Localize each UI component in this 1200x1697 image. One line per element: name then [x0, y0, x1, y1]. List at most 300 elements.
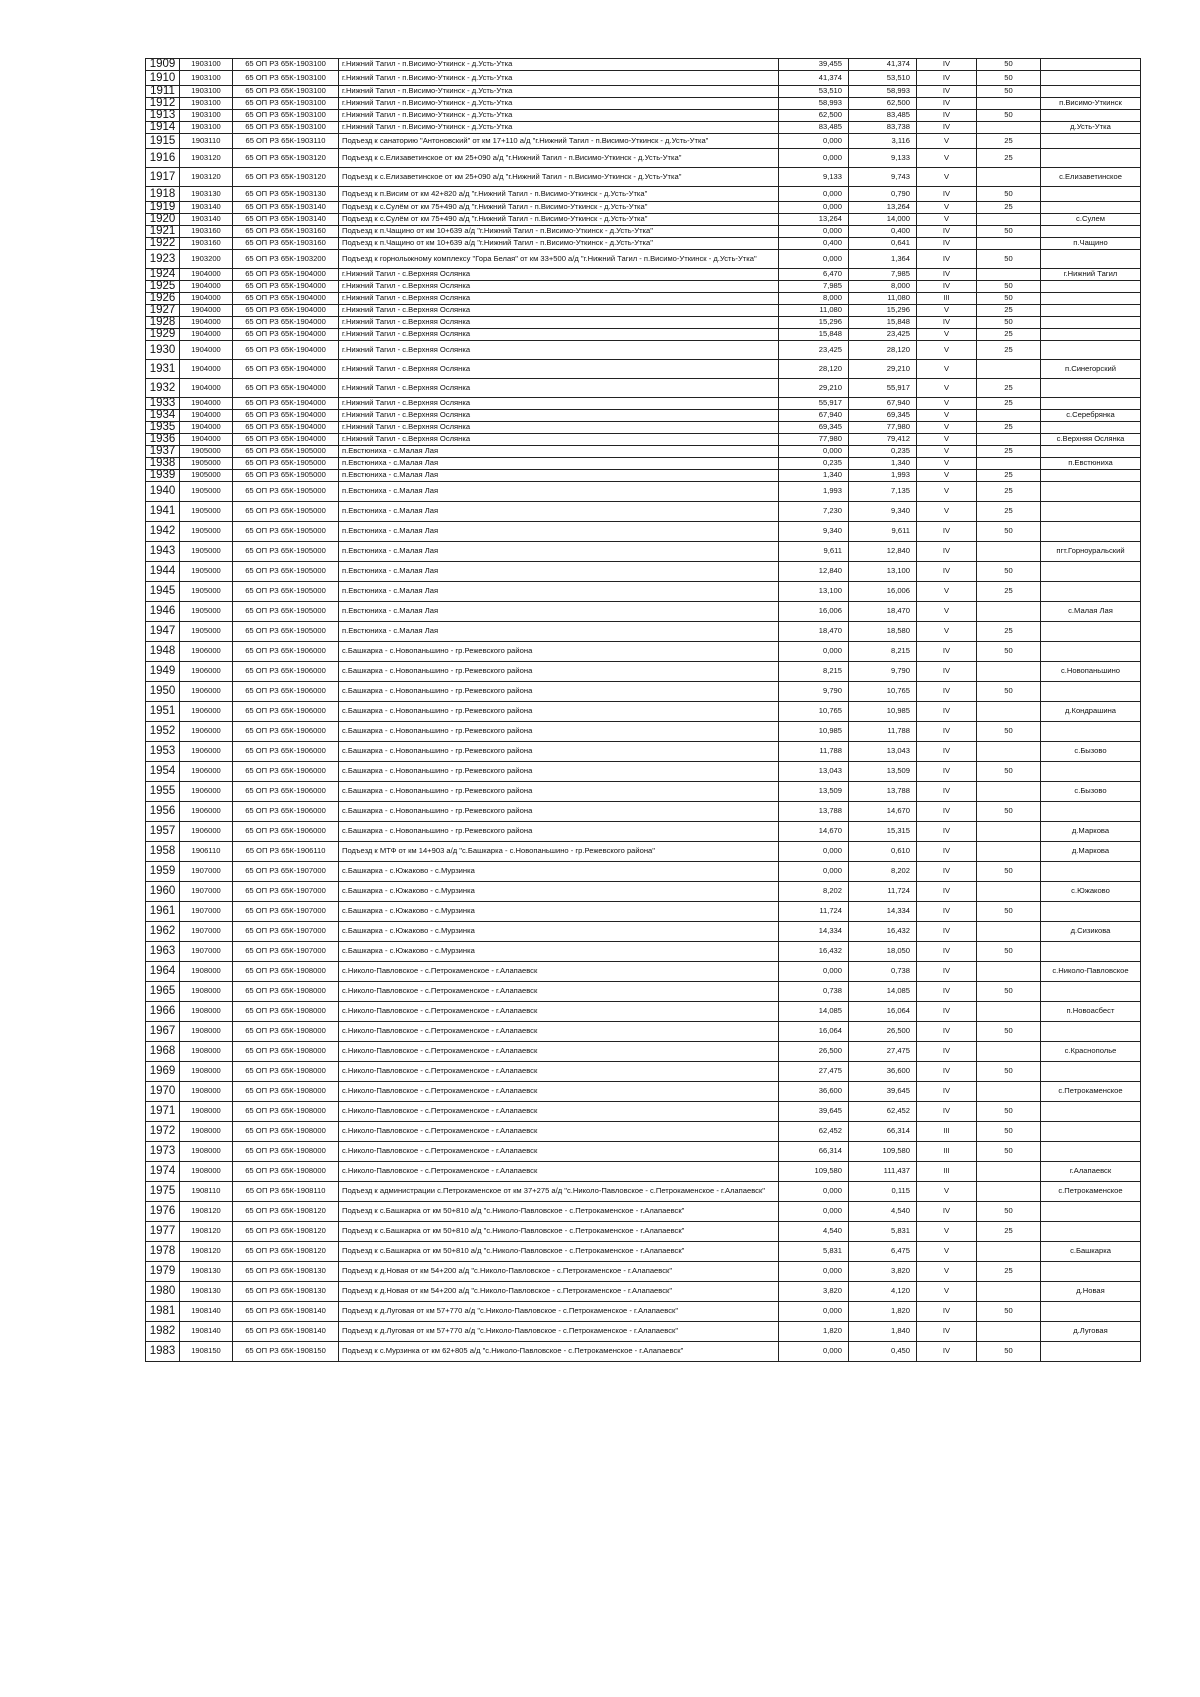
road-id-cell: 1904000 — [180, 360, 233, 379]
road-name-cell: с.Башкарка - с.Новопаньшино - гр.Режевского района — [339, 722, 779, 742]
road-name-cell: п.Евстюниха - с.Малая Лая — [339, 470, 779, 482]
km-start-cell: 13,100 — [779, 582, 849, 602]
road-code-cell: 65 ОП РЗ 65К-1904000 — [233, 434, 339, 446]
speed-limit-cell: 50 — [977, 802, 1041, 822]
row-number-cell: 1916 — [146, 149, 180, 168]
km-end-cell: 0,235 — [849, 446, 917, 458]
road-category-cell: IV — [917, 682, 977, 702]
road-code-cell: 65 ОП РЗ 65К-1904000 — [233, 329, 339, 341]
road-name-cell: г.Нижний Тагил - с.Верхняя Ослянка — [339, 317, 779, 329]
km-end-cell: 14,085 — [849, 982, 917, 1002]
settlement-cell: с.Новопаньшино — [1041, 662, 1141, 682]
road-code-cell: 65 ОП РЗ 65К-1903100 — [233, 86, 339, 98]
row-number-cell: 1976 — [146, 1202, 180, 1222]
road-category-cell: V — [917, 422, 977, 434]
table-row — [146, 522, 1141, 542]
km-start-cell: 12,840 — [779, 562, 849, 582]
table-row — [146, 317, 1141, 329]
table-row — [146, 842, 1141, 862]
table-row — [146, 1282, 1141, 1302]
km-end-cell: 8,000 — [849, 281, 917, 293]
row-number-cell: 1938 — [146, 458, 180, 470]
km-start-cell: 41,374 — [779, 71, 849, 86]
km-start-cell: 62,452 — [779, 1122, 849, 1142]
road-id-cell: 1908110 — [180, 1182, 233, 1202]
table-row — [146, 202, 1141, 214]
road-name-cell: г.Нижний Тагил - п.Висимо-Уткинск - д.Усть-Утка — [339, 98, 779, 110]
speed-limit-cell: 50 — [977, 522, 1041, 542]
km-end-cell: 0,641 — [849, 238, 917, 250]
road-category-cell: V — [917, 502, 977, 522]
settlement-cell: п.Евстюниха — [1041, 458, 1141, 470]
settlement-cell — [1041, 470, 1141, 482]
settlement-cell — [1041, 1302, 1141, 1322]
road-category-cell: V — [917, 398, 977, 410]
road-code-cell: 65 ОП РЗ 65К-1906000 — [233, 642, 339, 662]
settlement-cell — [1041, 502, 1141, 522]
km-start-cell: 15,296 — [779, 317, 849, 329]
table-row — [146, 902, 1141, 922]
road-name-cell: Подъезд к п.Чащино от км 10+639 а/д "г.Нижний Тагил - п.Висимо-Уткинск - д.Усть-Утка" — [339, 226, 779, 238]
road-category-cell: IV — [917, 281, 977, 293]
road-name-cell: Подъезд к п.Висим от км 42+820 а/д "г.Нижний Тагил - п.Висимо-Уткинск - д.Усть-Утка" — [339, 187, 779, 202]
road-name-cell: г.Нижний Тагил - с.Верхняя Ослянка — [339, 269, 779, 281]
road-id-cell: 1905000 — [180, 502, 233, 522]
km-start-cell: 77,980 — [779, 434, 849, 446]
table-row — [146, 281, 1141, 293]
speed-limit-cell — [977, 542, 1041, 562]
settlement-cell — [1041, 902, 1141, 922]
table-row — [146, 360, 1141, 379]
settlement-cell — [1041, 59, 1141, 71]
table-row — [146, 379, 1141, 398]
table-row — [146, 71, 1141, 86]
km-start-cell: 0,000 — [779, 862, 849, 882]
settlement-cell — [1041, 1122, 1141, 1142]
settlement-cell: д.Усть-Утка — [1041, 122, 1141, 134]
table-row — [146, 982, 1141, 1002]
row-number-cell: 1950 — [146, 682, 180, 702]
road-category-cell: III — [917, 293, 977, 305]
road-id-cell: 1905000 — [180, 470, 233, 482]
road-category-cell: IV — [917, 962, 977, 982]
table-row — [146, 602, 1141, 622]
speed-limit-cell — [977, 214, 1041, 226]
road-code-cell: 65 ОП РЗ 65К-1906000 — [233, 822, 339, 842]
road-code-cell: 65 ОП РЗ 65К-1903110 — [233, 134, 339, 149]
road-name-cell: с.Башкарка - с.Новопаньшино - гр.Режевского района — [339, 822, 779, 842]
road-category-cell: IV — [917, 862, 977, 882]
road-category-cell: V — [917, 134, 977, 149]
km-start-cell: 39,645 — [779, 1102, 849, 1122]
road-name-cell: с.Николо-Павловское - с.Петрокаменское - г.Алапаевск — [339, 1002, 779, 1022]
settlement-cell: п.Новоасбест — [1041, 1002, 1141, 1022]
settlement-cell: д.Сизикова — [1041, 922, 1141, 942]
road-code-cell: 65 ОП РЗ 65К-1904000 — [233, 305, 339, 317]
row-number-cell: 1945 — [146, 582, 180, 602]
row-number-cell: 1963 — [146, 942, 180, 962]
speed-limit-cell — [977, 434, 1041, 446]
km-end-cell: 4,540 — [849, 1202, 917, 1222]
table-row — [146, 562, 1141, 582]
settlement-cell — [1041, 329, 1141, 341]
road-code-cell: 65 ОП РЗ 65К-1905000 — [233, 482, 339, 502]
speed-limit-cell — [977, 882, 1041, 902]
road-code-cell: 65 ОП РЗ 65К-1908000 — [233, 1082, 339, 1102]
road-code-cell: 65 ОП РЗ 65К-1905000 — [233, 622, 339, 642]
road-category-cell: IV — [917, 542, 977, 562]
road-category-cell: IV — [917, 187, 977, 202]
road-id-cell: 1906000 — [180, 662, 233, 682]
road-category-cell: IV — [917, 71, 977, 86]
road-id-cell: 1903120 — [180, 168, 233, 187]
speed-limit-cell: 50 — [977, 1022, 1041, 1042]
km-end-cell: 10,765 — [849, 682, 917, 702]
settlement-cell: с.Верхняя Ослянка — [1041, 434, 1141, 446]
row-number-cell: 1947 — [146, 622, 180, 642]
table-row — [146, 1342, 1141, 1362]
row-number-cell: 1913 — [146, 110, 180, 122]
road-code-cell: 65 ОП РЗ 65К-1903120 — [233, 149, 339, 168]
road-code-cell: 65 ОП РЗ 65К-1905000 — [233, 602, 339, 622]
road-name-cell: Подъезд к д.Новая от км 54+200 а/д "с.Николо-Павловское - с.Петрокаменское - г.Алапаевск" — [339, 1262, 779, 1282]
km-start-cell: 36,600 — [779, 1082, 849, 1102]
road-name-cell: Подъезд к горнолыжному комплексу "Гора Белая" от км 33+500 а/д "г.Нижний Тагил - п.Висимо-Уткинск - д.Усть-Утка" — [339, 250, 779, 269]
road-category-cell: V — [917, 582, 977, 602]
road-name-cell: с.Николо-Павловское - с.Петрокаменское - г.Алапаевск — [339, 962, 779, 982]
settlement-cell: с.Бызово — [1041, 782, 1141, 802]
km-start-cell: 0,738 — [779, 982, 849, 1002]
road-name-cell: с.Башкарка - с.Южаково - с.Мурзинка — [339, 942, 779, 962]
km-end-cell: 13,788 — [849, 782, 917, 802]
settlement-cell — [1041, 1062, 1141, 1082]
settlement-cell: п.Чащино — [1041, 238, 1141, 250]
row-number-cell: 1972 — [146, 1122, 180, 1142]
settlement-cell: д.Луговая — [1041, 1322, 1141, 1342]
km-end-cell: 10,985 — [849, 702, 917, 722]
km-end-cell: 8,215 — [849, 642, 917, 662]
km-end-cell: 1,364 — [849, 250, 917, 269]
road-name-cell: г.Нижний Тагил - с.Верхняя Ослянка — [339, 341, 779, 360]
roads-table-body — [146, 59, 1141, 1362]
km-end-cell: 53,510 — [849, 71, 917, 86]
km-start-cell: 11,724 — [779, 902, 849, 922]
road-id-cell: 1908120 — [180, 1202, 233, 1222]
row-number-cell: 1962 — [146, 922, 180, 942]
road-name-cell: Подъезд к д.Луговая от км 57+770 а/д "с.Николо-Павловское - с.Петрокаменское - г.Алапаевск" — [339, 1322, 779, 1342]
km-start-cell: 14,334 — [779, 922, 849, 942]
speed-limit-cell: 50 — [977, 1142, 1041, 1162]
speed-limit-cell — [977, 269, 1041, 281]
km-end-cell: 14,670 — [849, 802, 917, 822]
table-row — [146, 702, 1141, 722]
road-id-cell: 1905000 — [180, 522, 233, 542]
settlement-cell: с.Серебрянка — [1041, 410, 1141, 422]
row-number-cell: 1953 — [146, 742, 180, 762]
road-id-cell: 1904000 — [180, 269, 233, 281]
road-id-cell: 1908150 — [180, 1342, 233, 1362]
speed-limit-cell — [977, 782, 1041, 802]
km-end-cell: 13,509 — [849, 762, 917, 782]
road-id-cell: 1904000 — [180, 341, 233, 360]
table-row — [146, 542, 1141, 562]
road-id-cell: 1908130 — [180, 1262, 233, 1282]
road-name-cell: г.Нижний Тагил - с.Верхняя Ослянка — [339, 281, 779, 293]
road-category-cell: IV — [917, 702, 977, 722]
road-id-cell: 1906000 — [180, 682, 233, 702]
table-row — [146, 1302, 1141, 1322]
table-row — [146, 59, 1141, 71]
road-id-cell: 1906000 — [180, 742, 233, 762]
road-category-cell: V — [917, 1282, 977, 1302]
road-code-cell: 65 ОП РЗ 65К-1908140 — [233, 1322, 339, 1342]
road-category-cell: III — [917, 1162, 977, 1182]
road-name-cell: п.Евстюниха - с.Малая Лая — [339, 622, 779, 642]
km-start-cell: 18,470 — [779, 622, 849, 642]
road-code-cell: 65 ОП РЗ 65К-1904000 — [233, 341, 339, 360]
speed-limit-cell: 25 — [977, 379, 1041, 398]
speed-limit-cell: 50 — [977, 902, 1041, 922]
road-id-cell: 1908000 — [180, 1022, 233, 1042]
speed-limit-cell: 50 — [977, 562, 1041, 582]
speed-limit-cell: 25 — [977, 1262, 1041, 1282]
table-row — [146, 1022, 1141, 1042]
table-row — [146, 86, 1141, 98]
km-start-cell: 13,043 — [779, 762, 849, 782]
road-id-cell: 1907000 — [180, 882, 233, 902]
speed-limit-cell — [977, 168, 1041, 187]
km-start-cell: 1,993 — [779, 482, 849, 502]
row-number-cell: 1922 — [146, 238, 180, 250]
km-end-cell: 15,848 — [849, 317, 917, 329]
table-row — [146, 134, 1141, 149]
road-category-cell: V — [917, 1262, 977, 1282]
road-code-cell: 65 ОП РЗ 65К-1908000 — [233, 1022, 339, 1042]
road-code-cell: 65 ОП РЗ 65К-1905000 — [233, 458, 339, 470]
road-category-cell: IV — [917, 98, 977, 110]
settlement-cell — [1041, 341, 1141, 360]
row-number-cell: 1968 — [146, 1042, 180, 1062]
km-start-cell: 23,425 — [779, 341, 849, 360]
km-start-cell: 62,500 — [779, 110, 849, 122]
table-row — [146, 642, 1141, 662]
speed-limit-cell — [977, 98, 1041, 110]
km-start-cell: 0,000 — [779, 1202, 849, 1222]
row-number-cell: 1957 — [146, 822, 180, 842]
road-name-cell: п.Евстюниха - с.Малая Лая — [339, 482, 779, 502]
km-end-cell: 67,940 — [849, 398, 917, 410]
row-number-cell: 1927 — [146, 305, 180, 317]
settlement-cell — [1041, 1022, 1141, 1042]
row-number-cell: 1960 — [146, 882, 180, 902]
road-id-cell: 1908000 — [180, 1102, 233, 1122]
road-id-cell: 1906110 — [180, 842, 233, 862]
road-id-cell: 1903140 — [180, 214, 233, 226]
speed-limit-cell: 50 — [977, 86, 1041, 98]
table-row — [146, 470, 1141, 482]
road-category-cell: V — [917, 434, 977, 446]
km-end-cell: 15,296 — [849, 305, 917, 317]
road-id-cell: 1904000 — [180, 281, 233, 293]
settlement-cell: с.Елизаветинское — [1041, 168, 1141, 187]
speed-limit-cell: 50 — [977, 281, 1041, 293]
settlement-cell — [1041, 446, 1141, 458]
road-code-cell: 65 ОП РЗ 65К-1906000 — [233, 802, 339, 822]
km-end-cell: 27,475 — [849, 1042, 917, 1062]
km-end-cell: 26,500 — [849, 1022, 917, 1042]
km-end-cell: 9,340 — [849, 502, 917, 522]
row-number-cell: 1942 — [146, 522, 180, 542]
table-row — [146, 422, 1141, 434]
row-number-cell: 1917 — [146, 168, 180, 187]
settlement-cell: г.Нижний Тагил — [1041, 269, 1141, 281]
road-id-cell: 1904000 — [180, 317, 233, 329]
road-code-cell: 65 ОП РЗ 65К-1907000 — [233, 862, 339, 882]
km-start-cell: 0,000 — [779, 202, 849, 214]
road-code-cell: 65 ОП РЗ 65К-1903120 — [233, 168, 339, 187]
km-end-cell: 3,116 — [849, 134, 917, 149]
table-row — [146, 446, 1141, 458]
settlement-cell — [1041, 149, 1141, 168]
km-end-cell: 1,340 — [849, 458, 917, 470]
road-code-cell: 65 ОП РЗ 65К-1903160 — [233, 238, 339, 250]
road-code-cell: 65 ОП РЗ 65К-1903100 — [233, 110, 339, 122]
km-start-cell: 7,985 — [779, 281, 849, 293]
road-id-cell: 1903100 — [180, 59, 233, 71]
km-start-cell: 11,788 — [779, 742, 849, 762]
road-code-cell: 65 ОП РЗ 65К-1908130 — [233, 1262, 339, 1282]
road-category-cell: IV — [917, 250, 977, 269]
speed-limit-cell: 50 — [977, 293, 1041, 305]
road-category-cell: V — [917, 305, 977, 317]
row-number-cell: 1980 — [146, 1282, 180, 1302]
row-number-cell: 1973 — [146, 1142, 180, 1162]
km-end-cell: 7,985 — [849, 269, 917, 281]
settlement-cell — [1041, 110, 1141, 122]
road-id-cell: 1906000 — [180, 762, 233, 782]
road-code-cell: 65 ОП РЗ 65К-1903140 — [233, 202, 339, 214]
km-start-cell: 11,080 — [779, 305, 849, 317]
road-code-cell: 65 ОП РЗ 65К-1904000 — [233, 293, 339, 305]
road-category-cell: IV — [917, 942, 977, 962]
road-id-cell: 1908140 — [180, 1302, 233, 1322]
table-row — [146, 1322, 1141, 1342]
km-start-cell: 13,264 — [779, 214, 849, 226]
road-id-cell: 1905000 — [180, 562, 233, 582]
road-code-cell: 65 ОП РЗ 65К-1908110 — [233, 1182, 339, 1202]
road-code-cell: 65 ОП РЗ 65К-1908000 — [233, 1102, 339, 1122]
road-category-cell: IV — [917, 1202, 977, 1222]
road-code-cell: 65 ОП РЗ 65К-1908000 — [233, 1002, 339, 1022]
road-id-cell: 1907000 — [180, 942, 233, 962]
speed-limit-cell: 50 — [977, 982, 1041, 1002]
road-name-cell: Подъезд к с.Башкарка от км 50+810 а/д "с.Николо-Павловское - с.Петрокаменское - г.Алапаевск" — [339, 1222, 779, 1242]
row-number-cell: 1939 — [146, 470, 180, 482]
speed-limit-cell — [977, 602, 1041, 622]
road-code-cell: 65 ОП РЗ 65К-1907000 — [233, 902, 339, 922]
road-code-cell: 65 ОП РЗ 65К-1904000 — [233, 422, 339, 434]
km-start-cell: 0,000 — [779, 842, 849, 862]
settlement-cell: с.Малая Лая — [1041, 602, 1141, 622]
road-category-cell: IV — [917, 922, 977, 942]
road-category-cell: III — [917, 1122, 977, 1142]
road-name-cell: г.Нижний Тагил - п.Висимо-Уткинск - д.Усть-Утка — [339, 122, 779, 134]
road-category-cell: IV — [917, 902, 977, 922]
km-end-cell: 14,000 — [849, 214, 917, 226]
settlement-cell: пгт.Горноуральский — [1041, 542, 1141, 562]
settlement-cell — [1041, 482, 1141, 502]
speed-limit-cell: 25 — [977, 582, 1041, 602]
row-number-cell: 1914 — [146, 122, 180, 134]
road-code-cell: 65 ОП РЗ 65К-1908000 — [233, 1042, 339, 1062]
settlement-cell — [1041, 522, 1141, 542]
road-code-cell: 65 ОП РЗ 65К-1906000 — [233, 722, 339, 742]
km-start-cell: 4,540 — [779, 1222, 849, 1242]
row-number-cell: 1925 — [146, 281, 180, 293]
settlement-cell: п.Синегорский — [1041, 360, 1141, 379]
km-start-cell: 5,831 — [779, 1242, 849, 1262]
row-number-cell: 1982 — [146, 1322, 180, 1342]
table-row — [146, 226, 1141, 238]
row-number-cell: 1959 — [146, 862, 180, 882]
road-id-cell: 1904000 — [180, 305, 233, 317]
road-code-cell: 65 ОП РЗ 65К-1905000 — [233, 562, 339, 582]
table-row — [146, 168, 1141, 187]
km-start-cell: 6,470 — [779, 269, 849, 281]
road-id-cell: 1905000 — [180, 482, 233, 502]
km-end-cell: 79,412 — [849, 434, 917, 446]
row-number-cell: 1918 — [146, 187, 180, 202]
road-name-cell: г.Нижний Тагил - с.Верхняя Ослянка — [339, 379, 779, 398]
road-id-cell: 1906000 — [180, 702, 233, 722]
speed-limit-cell: 50 — [977, 1202, 1041, 1222]
settlement-cell: с.Бызово — [1041, 742, 1141, 762]
speed-limit-cell: 50 — [977, 1102, 1041, 1122]
road-category-cell: IV — [917, 822, 977, 842]
road-id-cell: 1905000 — [180, 602, 233, 622]
km-end-cell: 62,452 — [849, 1102, 917, 1122]
road-code-cell: 65 ОП РЗ 65К-1904000 — [233, 379, 339, 398]
settlement-cell: с.Башкарка — [1041, 1242, 1141, 1262]
row-number-cell: 1967 — [146, 1022, 180, 1042]
km-end-cell: 12,840 — [849, 542, 917, 562]
road-category-cell: IV — [917, 882, 977, 902]
road-code-cell: 65 ОП РЗ 65К-1906000 — [233, 742, 339, 762]
table-row — [146, 250, 1141, 269]
row-number-cell: 1911 — [146, 86, 180, 98]
road-name-cell: г.Нижний Тагил - п.Висимо-Уткинск - д.Усть-Утка — [339, 71, 779, 86]
road-id-cell: 1906000 — [180, 782, 233, 802]
row-number-cell: 1977 — [146, 1222, 180, 1242]
km-start-cell: 0,000 — [779, 250, 849, 269]
km-start-cell: 0,235 — [779, 458, 849, 470]
table-row — [146, 410, 1141, 422]
table-row — [146, 682, 1141, 702]
km-end-cell: 0,610 — [849, 842, 917, 862]
road-id-cell: 1905000 — [180, 582, 233, 602]
road-category-cell: IV — [917, 562, 977, 582]
table-row — [146, 1142, 1141, 1162]
road-name-cell: с.Николо-Павловское - с.Петрокаменское - г.Алапаевск — [339, 1142, 779, 1162]
road-code-cell: 65 ОП РЗ 65К-1908000 — [233, 962, 339, 982]
road-category-cell: IV — [917, 59, 977, 71]
road-name-cell: г.Нижний Тагил - п.Висимо-Уткинск - д.Усть-Утка — [339, 86, 779, 98]
road-name-cell: г.Нижний Тагил - с.Верхняя Ослянка — [339, 434, 779, 446]
km-end-cell: 39,645 — [849, 1082, 917, 1102]
table-row — [146, 238, 1141, 250]
row-number-cell: 1956 — [146, 802, 180, 822]
km-start-cell: 9,133 — [779, 168, 849, 187]
